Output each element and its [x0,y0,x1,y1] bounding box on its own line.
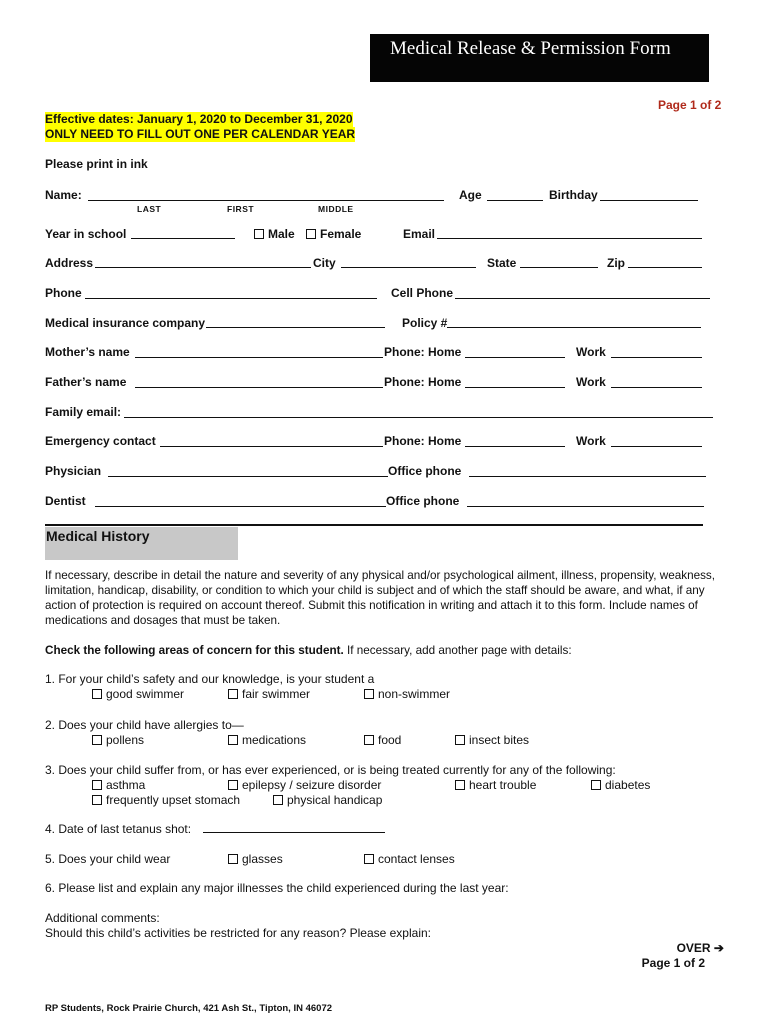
address-field[interactable] [95,267,311,268]
physician-office-phone-label: Office phone [388,464,462,478]
family-email-field[interactable] [124,417,713,418]
age-field[interactable] [487,200,543,201]
mothers-name-label: Mother’s name [45,345,130,359]
first-name-caption: FIRST [227,204,255,214]
checkbox-icon[interactable] [228,854,238,864]
fair-swimmer-option[interactable]: fair swimmer [228,687,310,701]
food-option[interactable]: food [364,733,401,747]
father-work-label: Work [576,375,606,389]
physical-handicap-option[interactable]: physical handicap [273,793,382,807]
male-option[interactable]: Male [254,227,295,241]
city-field[interactable] [341,267,476,268]
female-option[interactable]: Female [306,227,361,241]
effective-dates: Effective dates: January 1, 2020 to December 31, 2020 [45,112,353,126]
dentist-field[interactable] [95,506,386,507]
father-work-field[interactable] [611,387,702,388]
last-name-caption: LAST [137,204,162,214]
medical-history-heading-box [45,527,238,560]
fathers-name-field[interactable] [135,387,383,388]
tetanus-date-field[interactable] [203,832,385,833]
state-field[interactable] [520,267,598,268]
print-in-ink: Please print in ink [45,157,148,171]
address-label: Address [45,256,94,270]
checkbox-icon[interactable] [228,780,238,790]
glasses-option[interactable]: glasses [228,852,283,866]
over-label: OVER ➔ [676,941,724,955]
additional-comments-label: Additional comments: [45,911,160,925]
diabetes-option[interactable]: diabetes [591,778,650,792]
section-divider [45,524,703,526]
history-intro: If necessary, describe in detail the nature and severity of any physical and/or psychological ailment, illness, propensity, weakness, limitation, handicap, disability, or condition to which your child is subject and of which the staff should be aware, and what, if any action of protection is required on account thereof. Submit this notification in writing and attach it to this form. Include names of medications and dosages that must be taken. [45,569,715,627]
insurance-label: Medical insurance company [45,316,206,330]
physician-field[interactable] [108,476,388,477]
email-field[interactable] [437,238,702,239]
emergency-phone-home-label: Phone: Home [384,434,462,448]
checkbox-icon[interactable] [92,780,102,790]
policy-label: Policy # [402,316,448,330]
check-instructions: Check the following areas of concern for this student. If necessary, add another page with details: [45,644,572,657]
restricted-question: Should this child’s activities be restricted for any reason? Please explain: [45,926,431,940]
checkbox-icon[interactable] [228,735,238,745]
question-3: 3. Does your child suffer from, or has ever experienced, or is being treated currently for any of the following: [45,763,616,777]
dentist-office-phone-label: Office phone [386,494,460,508]
non-swimmer-option[interactable]: non-swimmer [364,687,450,701]
dentist-office-phone-field[interactable] [467,506,704,507]
epilepsy-option[interactable]: epilepsy / seizure disorder [228,778,381,792]
checkbox-icon[interactable] [92,735,102,745]
medical-history-heading: Medical History [46,528,150,544]
middle-name-caption: MIDDLE [318,204,354,214]
phone-label: Phone [45,286,82,300]
age-label: Age [459,188,482,202]
emergency-work-label: Work [576,434,606,448]
emergency-contact-label: Emergency contact [45,434,156,448]
footer-address: RP Students, Rock Prairie Church, 421 Ash St., Tipton, IN 46072 [45,1003,333,1014]
cell-phone-field[interactable] [455,298,710,299]
name-label: Name: [45,188,82,202]
question-5: 5. Does your child wear [45,852,171,866]
name-field[interactable] [88,200,444,201]
once-per-year-notice: ONLY NEED TO FILL OUT ONE PER CALENDAR YEAR [45,127,356,141]
birthday-label: Birthday [549,188,598,202]
checkbox-icon[interactable] [306,229,316,239]
checkbox-icon[interactable] [364,689,374,699]
physician-office-phone-field[interactable] [469,476,706,477]
checkbox-icon[interactable] [228,689,238,699]
form-title-box [370,34,709,82]
city-label: City [313,256,336,270]
zip-field[interactable] [628,267,702,268]
family-email-label: Family email: [45,405,122,419]
mother-work-field[interactable] [611,357,702,358]
emergency-phone-home-field[interactable] [465,446,565,447]
checkbox-icon[interactable] [92,689,102,699]
asthma-option[interactable]: asthma [92,778,145,792]
good-swimmer-option[interactable]: good swimmer [92,687,184,701]
upset-stomach-option[interactable]: frequently upset stomach [92,793,240,807]
question-4: 4. Date of last tetanus shot: [45,822,192,836]
zip-label: Zip [607,256,625,270]
pollens-option[interactable]: pollens [92,733,144,747]
checkbox-icon[interactable] [455,780,465,790]
heart-trouble-option[interactable]: heart trouble [455,778,536,792]
contact-lenses-option[interactable]: contact lenses [364,852,455,866]
checkbox-icon[interactable] [273,795,283,805]
checkbox-icon[interactable] [364,854,374,864]
state-label: State [487,256,517,270]
mother-phone-home-label: Phone: Home [384,345,462,359]
mother-phone-home-field[interactable] [465,357,565,358]
checkbox-icon[interactable] [254,229,264,239]
question-2: 2. Does your child have allergies to— [45,718,244,732]
question-1: 1. For your child’s safety and our knowledge, is your student a [45,672,375,686]
mothers-name-field[interactable] [135,357,383,358]
mother-work-label: Work [576,345,606,359]
year-in-school-field[interactable] [131,238,235,239]
birthday-field[interactable] [600,200,698,201]
medications-option[interactable]: medications [228,733,306,747]
page-number-top: Page 1 of 2 [658,98,722,112]
emergency-work-field[interactable] [611,446,702,447]
checkbox-icon[interactable] [92,795,102,805]
checkbox-icon[interactable] [455,735,465,745]
dentist-label: Dentist [45,494,86,508]
father-phone-home-label: Phone: Home [384,375,462,389]
fathers-name-label: Father’s name [45,375,127,389]
question-6: 6. Please list and explain any major illnesses the child experienced during the last year: [45,881,509,895]
phone-field[interactable] [85,298,377,299]
page-number-bottom: Page 1 of 2 [641,956,705,970]
checkbox-icon[interactable] [364,735,374,745]
physician-label: Physician [45,464,102,478]
email-label: Email [403,227,436,241]
policy-field[interactable] [447,327,701,328]
insurance-field[interactable] [206,327,385,328]
checkbox-icon[interactable] [591,780,601,790]
father-phone-home-field[interactable] [465,387,565,388]
year-in-school-label: Year in school [45,227,127,241]
cell-phone-label: Cell Phone [391,286,454,300]
form-title: Medical Release & Permission Form [390,38,671,59]
emergency-contact-field[interactable] [160,446,383,447]
insect-bites-option[interactable]: insect bites [455,733,529,747]
